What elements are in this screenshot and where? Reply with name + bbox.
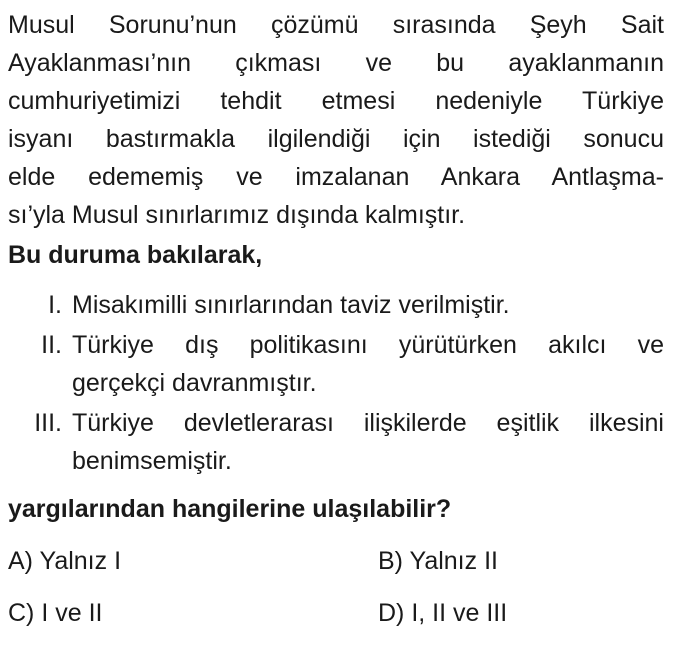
statement-number: II. bbox=[41, 331, 62, 359]
question-prompt: yargılarından hangilerine ulaşılabilir? bbox=[8, 495, 452, 523]
statement-text: Türkiye dış politikasını yürütürken akılcı ve bbox=[72, 331, 664, 359]
stem-line: isyanı bastırmakla ilgilendiği için istediği sonucu bbox=[8, 125, 664, 153]
option-d[interactable]: D) I, II ve III bbox=[378, 599, 508, 627]
statement-text: gerçekçi davranmıştır. bbox=[72, 369, 317, 397]
stem-line: sı’yla Musul sınırlarımız dışında kalmıştır. bbox=[8, 201, 466, 229]
statement-text: Misakımilli sınırlarından taviz verilmiştir. bbox=[72, 291, 510, 319]
statement-number: III. bbox=[34, 409, 62, 437]
option-a[interactable]: A) Yalnız I bbox=[8, 547, 122, 575]
statement-text: benimsemiştir. bbox=[72, 447, 232, 475]
option-c[interactable]: C) I ve II bbox=[8, 599, 103, 627]
option-b[interactable]: B) Yalnız II bbox=[378, 547, 498, 575]
statement-number: I. bbox=[48, 291, 62, 319]
question-stem bbox=[8, 6, 664, 234]
stem-line: cumhuriyetimizi tehdit etmesi nedeniyle Türkiye bbox=[8, 87, 664, 115]
statement-item bbox=[8, 326, 664, 402]
statement-item bbox=[8, 286, 664, 324]
lead-text: Bu duruma bakılarak, bbox=[8, 241, 263, 269]
statement-text: Türkiye devletlerarası ilişkilerde eşitlik ilkesini bbox=[72, 409, 664, 437]
statement-list bbox=[8, 286, 664, 480]
statement-item bbox=[8, 404, 664, 480]
answer-options bbox=[8, 542, 664, 632]
stem-line: Musul Sorunu’nun çözümü sırasında Şeyh Sait bbox=[8, 11, 664, 39]
stem-line: Ayaklanması’nın çıkması ve bu ayaklanmanın bbox=[8, 49, 664, 77]
question-page bbox=[8, 6, 664, 632]
stem-line: elde edememiş ve imzalanan Ankara Antlaşma- bbox=[8, 163, 664, 191]
